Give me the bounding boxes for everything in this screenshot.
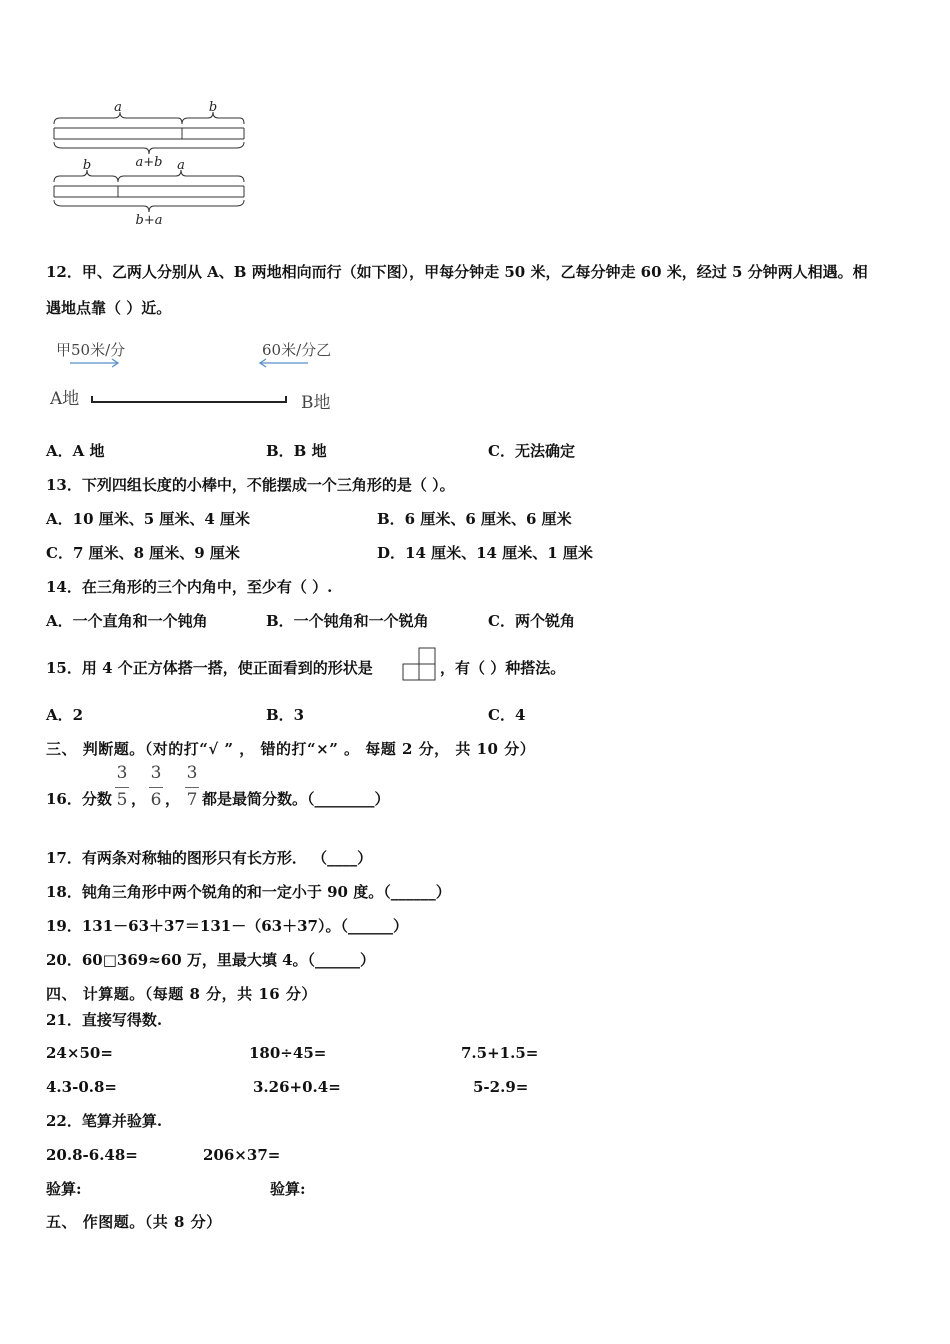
q16-frac1-den: 5 [116,790,128,810]
q22-text: 22．笔算并验算. [46,1112,163,1130]
q21-item-4: 4.3-0.8= [46,1078,117,1096]
q12-meeting-figure [46,334,346,418]
q16-frac1-num: 3 [116,763,128,783]
q21-item-5: 3.26+0.4= [253,1078,341,1096]
q12-fig-left-place: A地 [50,389,80,409]
q12-fig-right-person: 60米/分乙 [262,341,332,359]
q15-option-b[interactable]: B．3 [266,706,305,724]
q22-item-2: 206×37= [203,1146,281,1164]
q16-frac3-num: 3 [186,763,198,783]
q15-text-before: 15．用 4 个正方体搭一搭，使正面看到的形状是 [46,659,373,677]
q15-option-a[interactable]: A．2 [46,706,84,724]
q16-sep2: ， [165,790,181,808]
q13-option-c[interactable]: C．7 厘米、8 厘米、9 厘米 [46,544,240,562]
section4-title: 四、 计算题。（每题 8 分，共 16 分） [46,985,317,1003]
q13-text: 13．下列四组长度的小棒中，不能摆成一个三角形的是（ ）。 [46,476,455,494]
addition-commutative-diagram [48,96,254,230]
q22-item-1: 20.8-6.48= [46,1146,138,1164]
q16-prefix: 16．分数 [46,790,112,808]
q22-check-2: 验算: [270,1180,306,1198]
q16-frac3-bar [185,787,199,788]
q21-item-3: 7.5+1.5= [461,1044,539,1062]
q17-text: 17．有两条对称轴的图形只有长方形． （____） [46,849,373,867]
q18-text: 18．钝角三角形中两个锐角的和一定小于 90 度。（______） [46,883,451,901]
q21-item-1: 24×50= [46,1044,113,1062]
q14-option-b[interactable]: B．一个钝角和一个锐角 [266,612,429,630]
q12-option-b[interactable]: B．B 地 [266,442,327,460]
label-top-b: b [208,100,218,115]
q21-text: 21．直接写得数. [46,1011,163,1029]
q13-option-b[interactable]: B．6 厘米、6 厘米、6 厘米 [377,510,572,528]
q12-option-a[interactable]: A．A 地 [46,442,105,460]
q13-option-a[interactable]: A．10 厘米、5 厘米、4 厘米 [46,510,251,528]
q16-frac3-den: 7 [186,790,198,810]
q16-suffix: 都是最简分数。（________） [202,790,390,808]
cube-front-view-icon [402,647,438,681]
section3-title: 三、 判断题。（对的打“√ ” ， 错的打“×” 。 每题 2 分， 共 10 分） [46,740,536,758]
q14-option-c[interactable]: C．两个锐角 [488,612,575,630]
label-bottom-a: a [177,158,185,173]
q12-fig-right-place: B地 [301,393,331,413]
label-bottom-sum: b+a [135,213,163,228]
label-bottom-b: b [82,158,92,173]
q16-frac2-num: 3 [150,763,162,783]
q14-option-a[interactable]: A．一个直角和一个钝角 [46,612,208,630]
q19-text: 19．131－63＋37＝131－（63＋37）。（______） [46,917,408,935]
q16-frac1-bar [115,787,129,788]
q21-item-6: 5-2.9= [473,1078,529,1096]
q12-text-line2: 遇地点靠（ ）近。 [46,299,172,317]
label-top-a: a [114,100,122,115]
label-top-sum: a+b [135,155,163,170]
q22-check-1: 验算: [46,1180,82,1198]
section5-title: 五、 作图题。（共 8 分） [46,1213,222,1231]
q16-sep1: ， [131,790,147,808]
q13-option-d[interactable]: D．14 厘米、14 厘米、1 厘米 [377,544,593,562]
q20-text: 20．60□369≈60 万，里最大填 4。（______） [46,951,376,969]
q16-frac2-den: 6 [150,790,162,810]
q15-text-after: ，有（ ）种搭法。 [440,659,566,677]
q12-text-line1: 12．甲、乙两人分别从 A、B 两地相向而行（如下图），甲每分钟走 50 米，乙每分钟走 60 米，经过 5 分钟两人相遇。相 [46,263,868,281]
q15-option-c[interactable]: C．4 [488,706,526,724]
q12-option-c[interactable]: C．无法确定 [488,442,575,460]
q12-fig-left-person: 甲50米/分 [56,341,126,359]
q16-frac2-bar [149,787,163,788]
q21-item-2: 180÷45= [249,1044,327,1062]
q14-text: 14．在三角形的三个内角中，至少有（ ）. [46,578,333,596]
